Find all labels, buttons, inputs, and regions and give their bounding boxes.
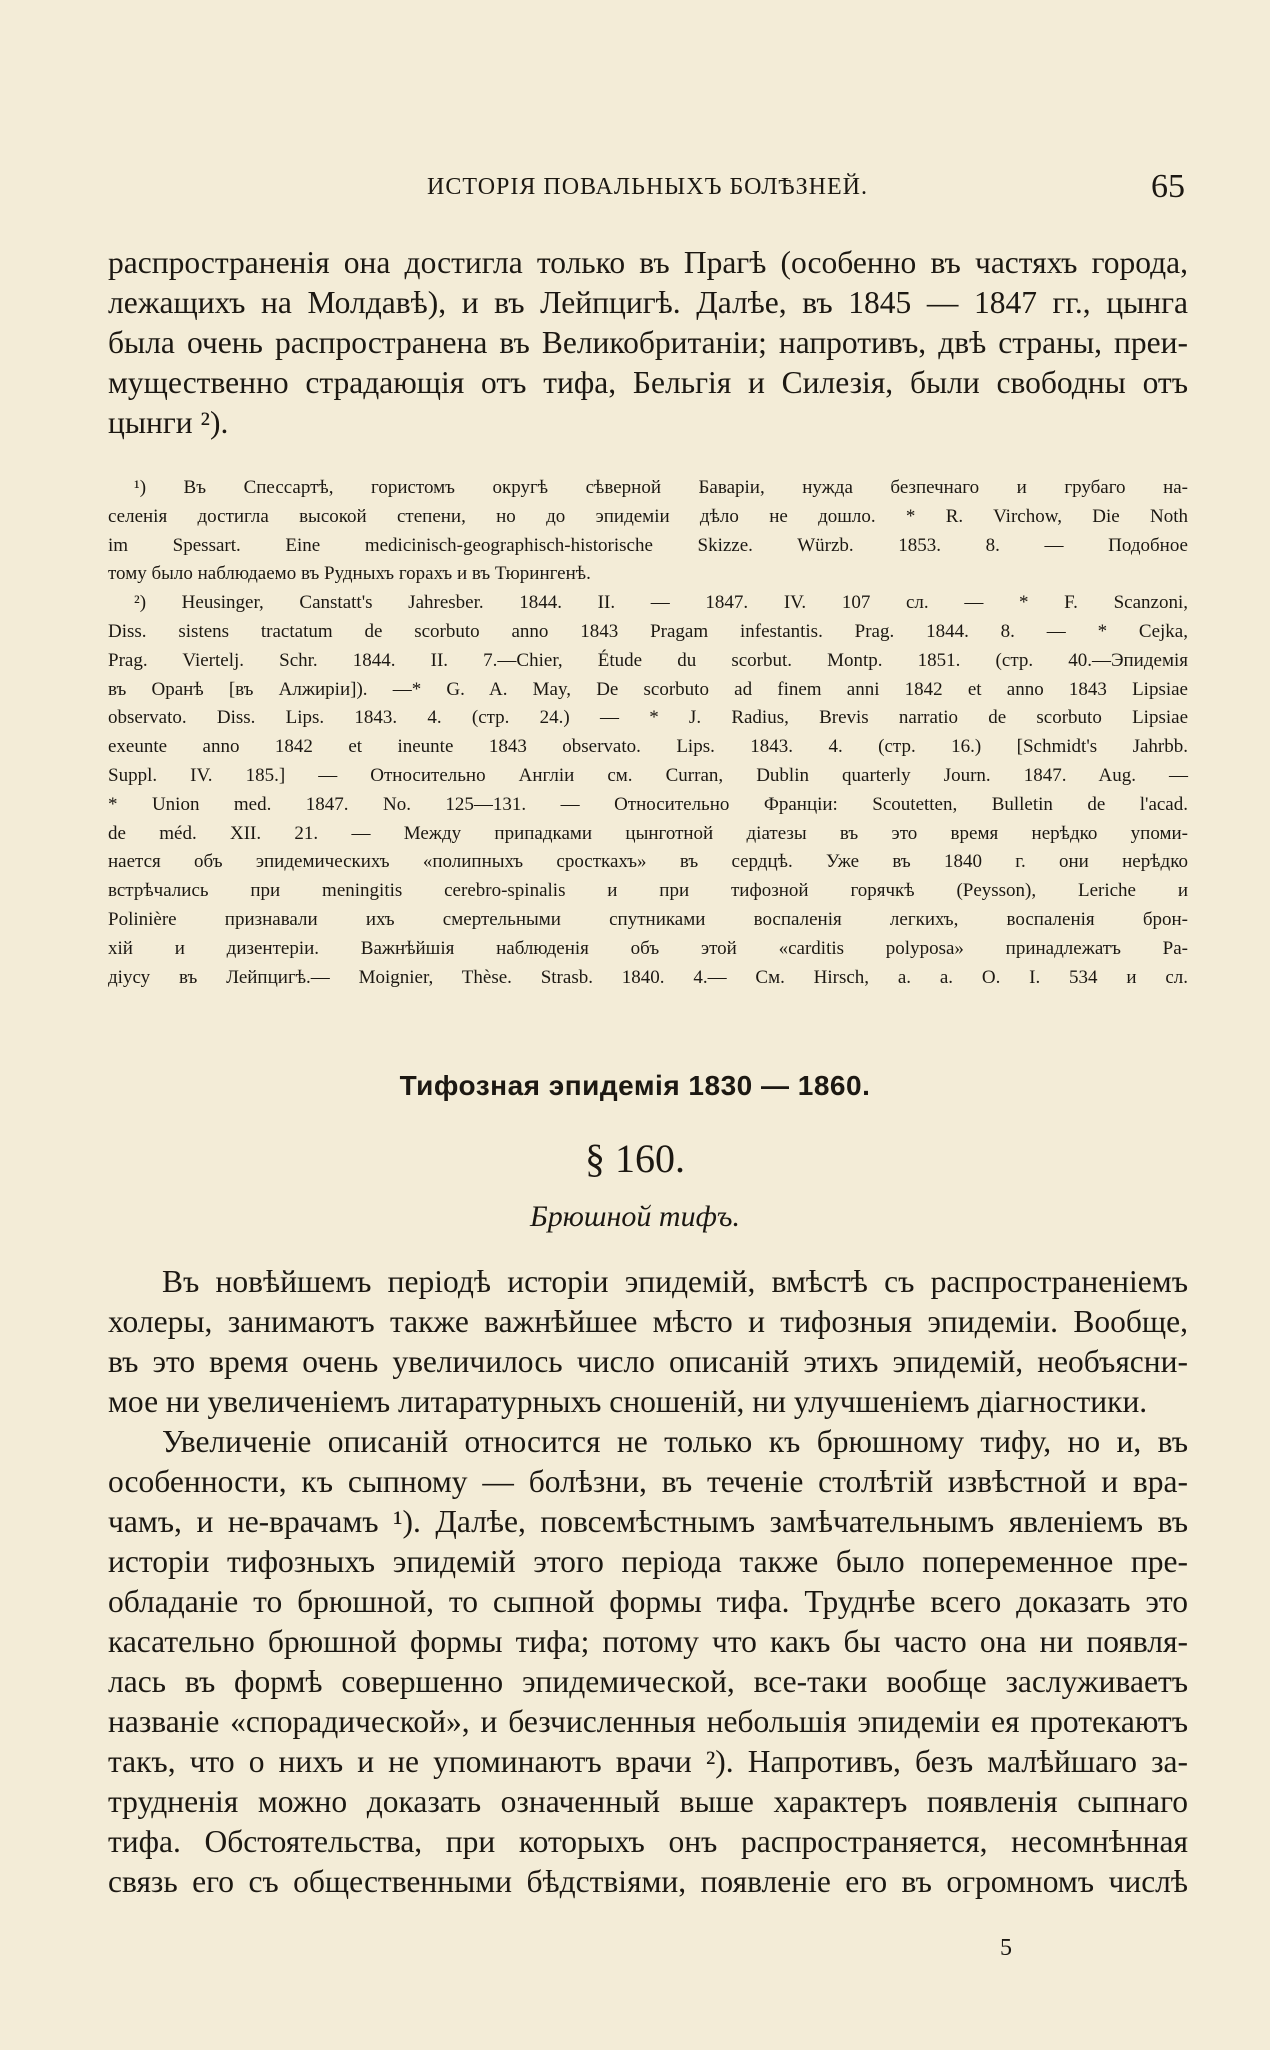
footnote-line: діусу въ Лейпцигѣ.— Moignier, Thèse. Strasb. 1840. 4.— См. Hirsch, a. a. O. I. 534 и сл. [108, 966, 1188, 988]
footnotes [108, 474, 1188, 992]
footnote-line: нается объ эпидемическихъ «полипныхъ сросткахъ» въ сердцѣ. Уже въ 1840 г. они нерѣдко [108, 851, 1188, 873]
text-line: была очень распространена въ Великобританіи; напротивъ, двѣ страны, преи- [108, 325, 1188, 360]
text-line: исторіи тифозныхъ эпидемій этого періода также было попеременное пре- [108, 1544, 1188, 1579]
text-line: обладаніе то брюшной, то сыпной формы тифа. Труднѣе всего доказать это [108, 1584, 1188, 1619]
text-line: лась въ формѣ совершенно эпидемической, все-таки вообще заслуживаетъ [108, 1664, 1188, 1699]
footnote-line: селенія достигла высокой степени, но до эпидеміи дѣло не дошло. * R. Virchow, Die Noth [108, 505, 1188, 527]
text-line: названіе «спорадической», и безчисленныя небольшія эпидеміи ея протекаютъ [108, 1704, 1188, 1739]
footnote-line: im Spessart. Eine medicinisch-geographisch-historische Skizze. Würzb. 1853. 8. — Подобное [108, 534, 1188, 556]
main-text [108, 1262, 1188, 1902]
text-line: такъ, что о нихъ и не упоминаютъ врачи ²). Напротивъ, безъ малѣйшаго за- [108, 1744, 1188, 1779]
text-line: касательно брюшной формы тифа; потому что какъ бы часто она ни появля- [108, 1624, 1188, 1659]
running-title: ИСТОРІЯ ПОВАЛЬНЫХЪ БОЛѢЗНЕЙ. [427, 174, 868, 200]
paragraph [108, 1422, 1188, 1902]
paragraph [108, 1262, 1188, 1422]
footnote-line: observato. Diss. Lips. 1843. 4. (стр. 24.) — * J. Radius, Brevis narratio de scorbuto Lipsiae [108, 707, 1188, 729]
text-line: связь его съ общественными бѣдствіями, появленіе его въ огромномъ числѣ [108, 1864, 1188, 1899]
footnote-line: въ Оранѣ [въ Алжиріи]). —* G. A. May, De scorbuto ad finem anni 1842 et anno 1843 Lipsiae [108, 678, 1188, 700]
text-line: холеры, занимаютъ также важнѣйшее мѣсто и тифозныя эпидеміи. Вообще, [108, 1304, 1188, 1339]
text-line: цынги ²). [108, 405, 229, 440]
footnote-line: Prag. Viertelj. Schr. 1844. II. 7.—Chier, Étude du scorbut. Montp. 1851. (стр. 40.—Эпидемія [108, 649, 1188, 671]
footnote-line: ¹) Въ Спессартѣ, гористомъ округѣ сѣверной Баваріи, нужда безпечнаго и грубаго на- [134, 477, 1188, 498]
footnote-line: Diss. sistens tractatum de scorbuto anno 1843 Pragam infestantis. Prag. 1844. 8. — * Cejka, [108, 620, 1188, 642]
text-line: трудненія можно доказать означенный выше характеръ появленія сыпнаго [108, 1784, 1188, 1819]
footnote-2 [108, 589, 1188, 992]
section-title: Тифозная эпидемія 1830 — 1860. [399, 1070, 871, 1101]
text-line: распространенія она достигла только въ Прагѣ (особенно въ частяхъ города, [108, 245, 1188, 280]
footnote-line: ²) Heusinger, Canstatt's Jahresber. 1844. II. — 1847. IV. 107 сл. — * F. Scanzoni, [134, 592, 1188, 614]
text-line: чамъ, и не-врачамъ ¹). Далѣе, повсемѣстнымъ замѣчательнымъ явленіемъ въ [108, 1504, 1188, 1539]
text-line: Увеличеніе описаній относится не только къ брюшному тифу, но и, въ [162, 1424, 1188, 1459]
text-line: тифа. Обстоятельства, при которыхъ онъ распространяется, несомнѣнная [108, 1824, 1188, 1859]
page-number: 65 [1151, 168, 1185, 205]
footnote-line: хій и дизентеріи. Важнѣйшія наблюденія объ этой «carditis polyposa» принадлежатъ Ра- [108, 937, 1188, 959]
section-subtitle: Брюшной тифъ. [530, 1200, 740, 1233]
text-line: Въ новѣйшемъ періодѣ исторіи эпидемій, вмѣстѣ съ распространеніемъ [162, 1264, 1188, 1299]
text-line: особенности, къ сыпному — болѣзни, въ теченіе столѣтій извѣстной и вра- [108, 1464, 1188, 1499]
signature-mark: 5 [1000, 1935, 1012, 1961]
page-header [110, 170, 1185, 210]
footnote-line: встрѣчались при meningitis cerebro-spinalis и при тифозной горячкѣ (Peysson), Leriche и [108, 880, 1188, 902]
footnote-line: exeunte anno 1842 et ineunte 1843 observato. Lips. 1843. 4. (стр. 16.) [Schmidt's Jahrbb. [108, 736, 1188, 758]
text-line: мущественно страдающія отъ тифа, Бельгія и Силезія, были свободны отъ [108, 365, 1188, 400]
footnote-1 [108, 474, 1188, 589]
intro-paragraph [108, 243, 1188, 443]
footnote-line: de méd. XII. 21. — Между припадками цынготной діатезы въ это время нерѣдко упоми- [108, 822, 1188, 844]
paragraph [108, 243, 1188, 443]
text-line: лежащихъ на Молдавѣ), и въ Лейпцигѣ. Далѣе, въ 1845 — 1847 гг., цынга [108, 285, 1188, 320]
text-line: мое ни увеличеніемъ литаратурныхъ сношеній, ни улучшеніемъ діагностики. [108, 1384, 1148, 1419]
footnote-line: * Union med. 1847. No. 125—131. — Относительно Франціи: Scoutetten, Bulletin de l'acad. [108, 793, 1188, 815]
footnote-line: Polinière признавали ихъ смертельными спутниками воспаленія легкихъ, воспаленія брон- [108, 908, 1188, 930]
paragraph-number: § 160. [585, 1136, 685, 1181]
footnote-line: тому было наблюдаемо въ Рудныхъ горахъ и въ Тюрингенѣ. [108, 563, 591, 585]
footnote-line: Suppl. IV. 185.] — Относительно Англіи см. Curran, Dublin quarterly Journ. 1847. Aug. — [108, 764, 1188, 786]
text-line: въ это время очень увеличилось число описаній этихъ эпидемій, необъясни- [108, 1344, 1188, 1379]
